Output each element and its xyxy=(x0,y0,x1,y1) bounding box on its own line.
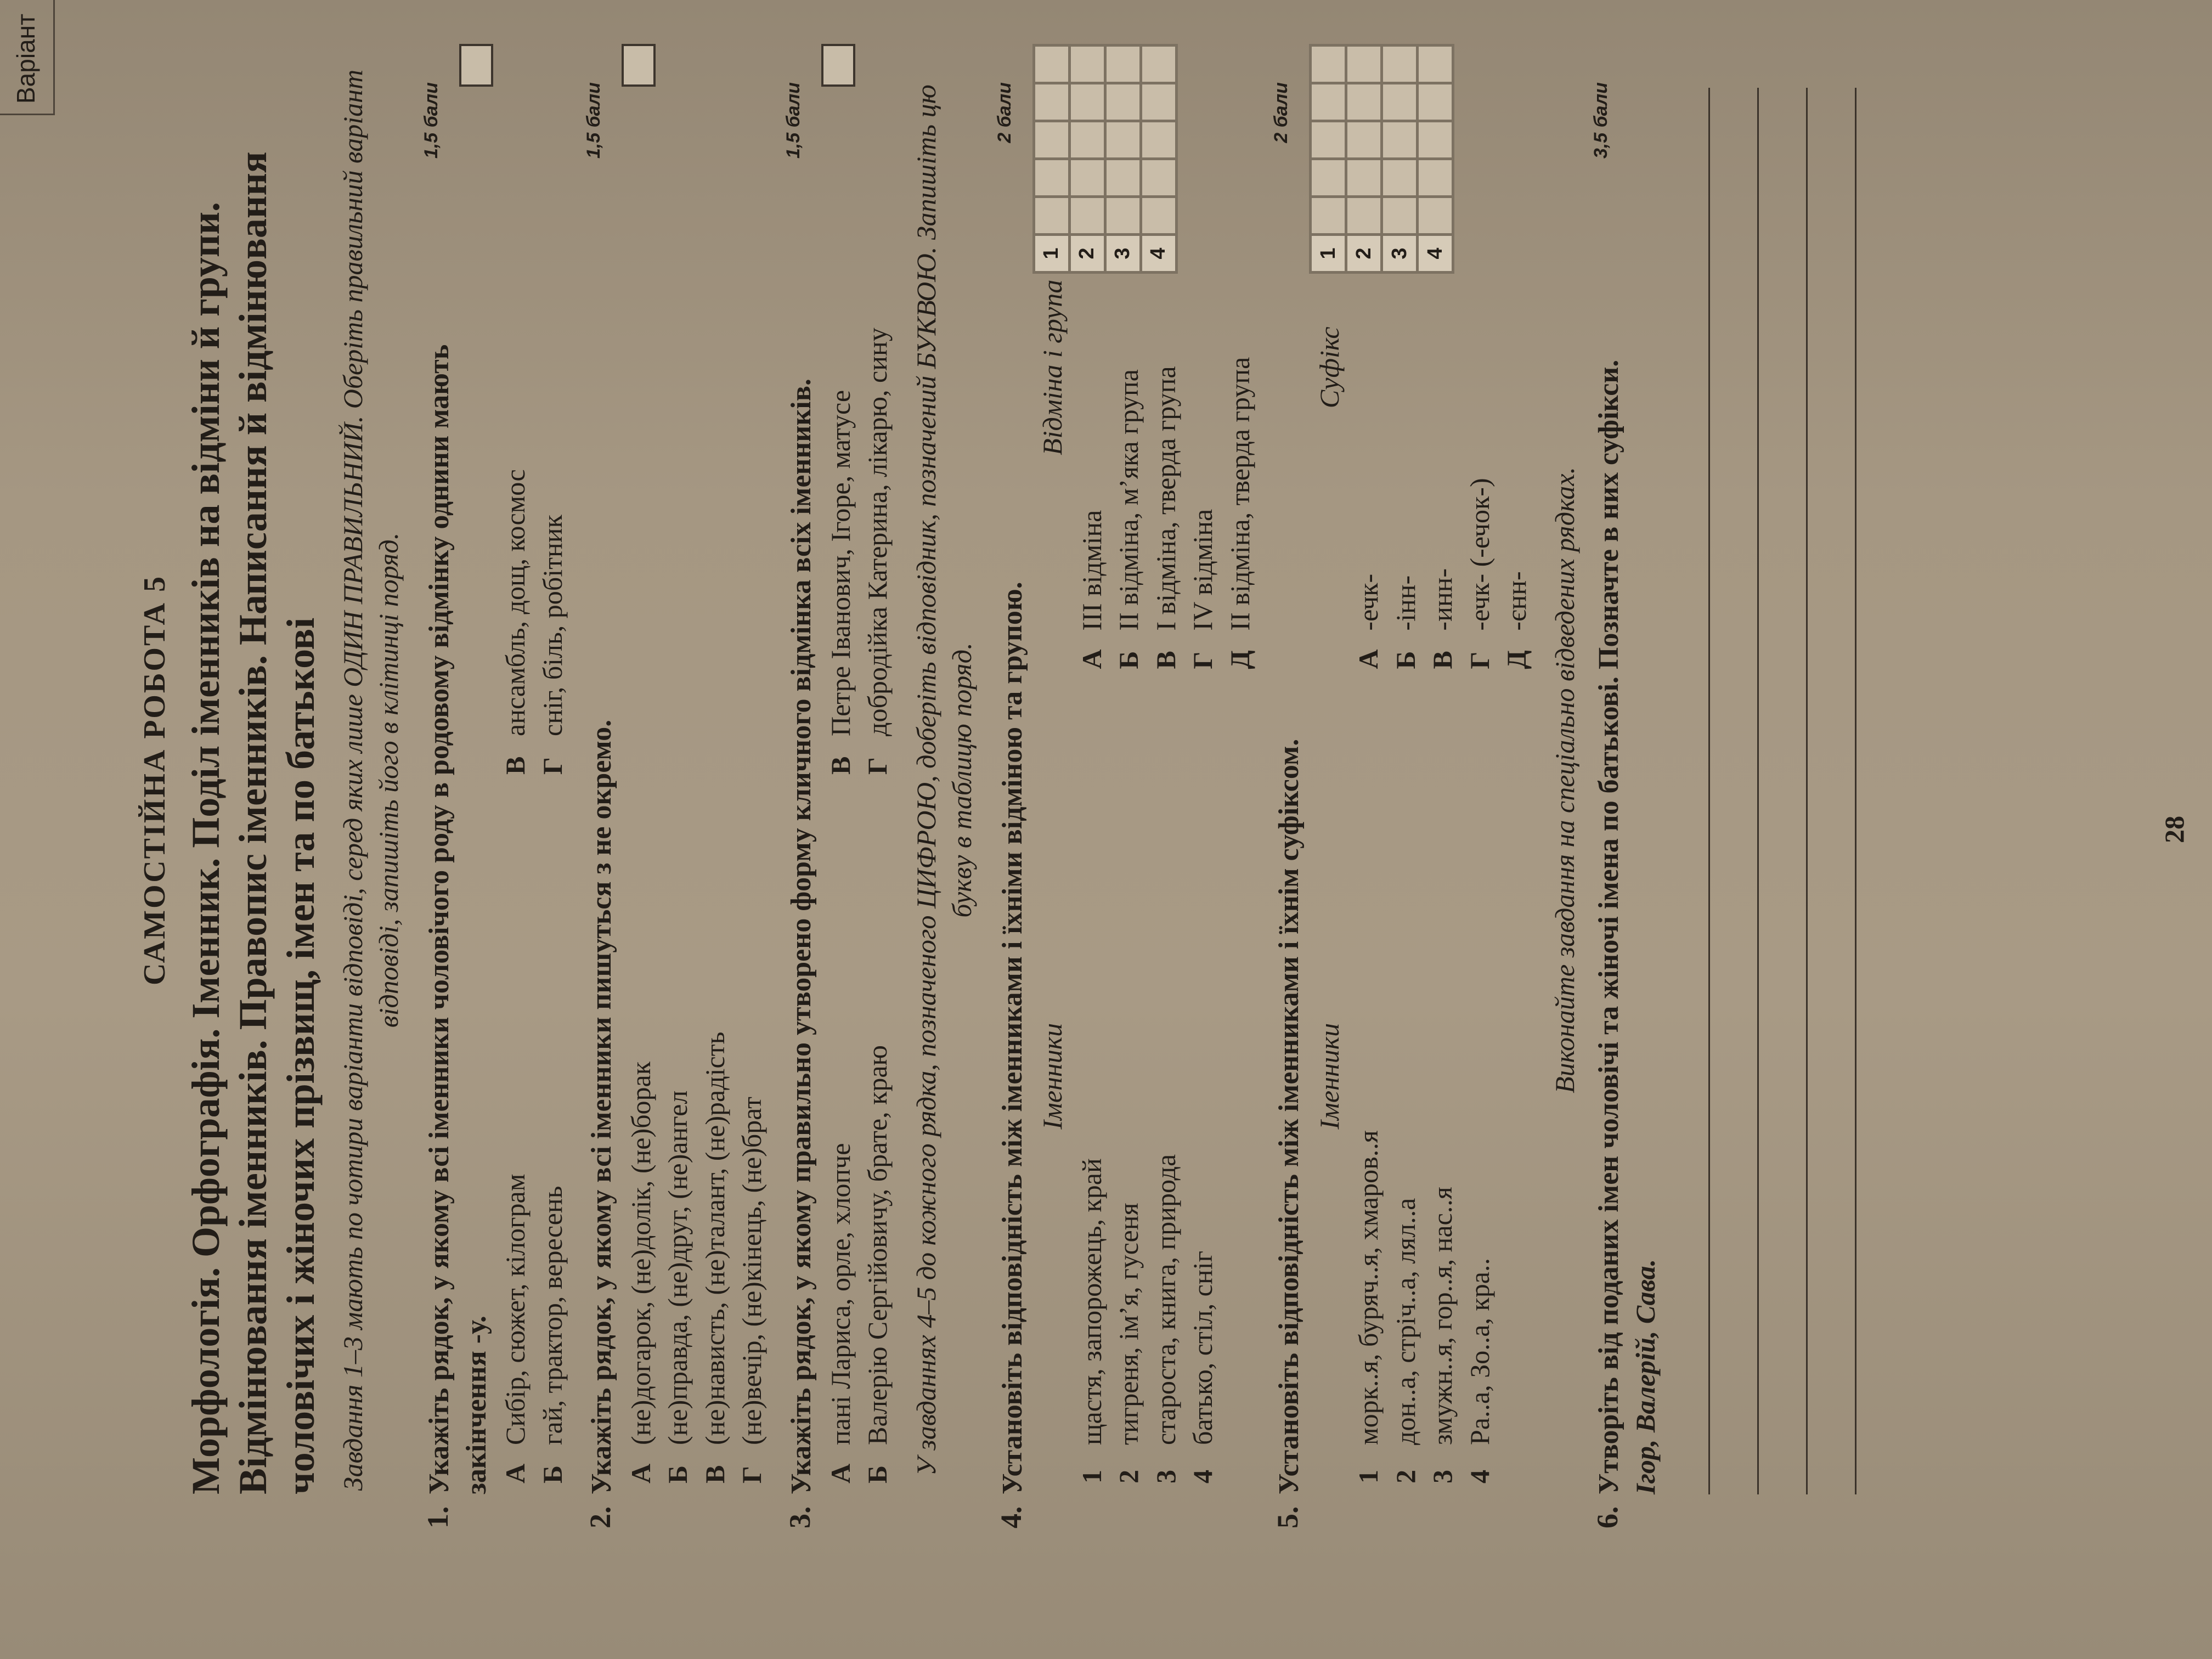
grid-cell[interactable] xyxy=(1141,159,1176,197)
answer-box[interactable] xyxy=(622,44,656,87)
grid-cell[interactable] xyxy=(1034,159,1069,197)
grid-row-number: 3 xyxy=(1382,235,1418,273)
grid-cell[interactable] xyxy=(1382,159,1418,197)
grid-cell[interactable] xyxy=(1311,159,1346,197)
option-letter: Б xyxy=(662,1465,693,1483)
option xyxy=(497,775,534,1483)
item-text: тигреня, ім’я, гусеня xyxy=(1113,1203,1144,1445)
task-options xyxy=(623,66,771,1494)
grid-row-number: 4 xyxy=(1141,235,1176,273)
instructions-tasks-4-5: У завданнях 4–5 до кожного рядка, позначеного ЦИФРОЮ, доберіть відповідник, позначений БУКВОЮ. Запишіть цю букву в таблицю поряд. xyxy=(910,84,977,1476)
option-text: ансамбль, дощ, космос xyxy=(500,469,531,736)
grid-cell[interactable] xyxy=(1069,83,1105,121)
grid-cell[interactable] xyxy=(1141,46,1176,83)
item-letter: Д xyxy=(1224,650,1255,669)
option-text: (не)нависть, (не)талант, (не)радість xyxy=(699,1031,730,1445)
item-letter: Б xyxy=(1113,651,1144,669)
page-header xyxy=(0,0,66,1659)
item-text: -єнн- xyxy=(1501,571,1532,631)
grid-cell[interactable] xyxy=(1034,46,1069,83)
task-points: 1,5 бали xyxy=(421,82,442,159)
grid-cell[interactable] xyxy=(1382,121,1418,159)
option xyxy=(697,66,734,1483)
item-letter: В xyxy=(1427,651,1458,669)
item-number: 4 xyxy=(1464,1470,1495,1483)
grid-cell[interactable] xyxy=(1382,83,1418,121)
matching-columns xyxy=(1034,66,1259,1494)
item-number: 1 xyxy=(1076,1470,1107,1483)
variant-tab: Варіант xyxy=(0,0,55,115)
option-letter: Г xyxy=(736,1466,768,1483)
option xyxy=(534,66,572,775)
task-number: 1. xyxy=(421,1506,455,1528)
item-letter: Г xyxy=(1187,651,1218,669)
left-column-heading: Іменники xyxy=(1037,1023,1068,1130)
right-item xyxy=(1462,66,1499,669)
task-points: 1,5 бали xyxy=(583,82,605,159)
task-number: 5. xyxy=(1271,1506,1305,1528)
task-points: 3,5 бали xyxy=(1590,82,1611,159)
item-letter: Г xyxy=(1464,651,1495,669)
left-item xyxy=(1350,669,1387,1483)
task-number: 3. xyxy=(783,1506,816,1528)
item-text: -инн- xyxy=(1427,568,1458,631)
task-question: Укажіть рядок, у якому всі іменники пишуться з не окремо. xyxy=(586,719,618,1494)
task-number: 6. xyxy=(1590,1506,1624,1528)
grid-cell[interactable] xyxy=(1311,83,1346,121)
option-letter: Г xyxy=(862,757,893,775)
grid-cell[interactable] xyxy=(1069,197,1105,235)
grid-row-number: 2 xyxy=(1346,235,1382,273)
item-number: 2 xyxy=(1390,1470,1421,1483)
task-3 xyxy=(782,66,896,1528)
item-text: змужн..я, гор..я, нас..я xyxy=(1427,1187,1458,1445)
option-text: добродійка Катерина, лікарю, сину xyxy=(862,328,893,736)
item-letter: Д xyxy=(1501,650,1532,669)
option xyxy=(859,775,896,1483)
left-item xyxy=(1148,669,1185,1483)
item-number: 2 xyxy=(1113,1470,1144,1483)
option xyxy=(822,66,860,775)
item-text: ІІІ відміна xyxy=(1076,510,1107,631)
special-lines-note: Виконайте завдання на спеціально відведених рядках. xyxy=(1549,467,1580,1093)
item-text: батько, стіл, сніг xyxy=(1187,1251,1218,1445)
item-text: ІІ відміна, тверда група xyxy=(1224,357,1255,631)
grid-cell[interactable] xyxy=(1418,159,1453,197)
task-points: 2 бали xyxy=(1271,82,1292,143)
item-number: 4 xyxy=(1187,1470,1218,1483)
item-letter: А xyxy=(1353,649,1384,669)
item-number: 3 xyxy=(1427,1470,1458,1483)
item-letter: В xyxy=(1150,651,1181,669)
item-text: морк..я, буряч..я, хмаров..я xyxy=(1353,1130,1384,1445)
option-text: Петре Іванович, Ігоре, матусе xyxy=(825,390,856,736)
left-item xyxy=(1110,669,1148,1483)
right-item xyxy=(1184,66,1222,669)
option-letter: В xyxy=(825,756,856,775)
option xyxy=(534,775,572,1483)
task-options xyxy=(822,66,896,1494)
item-text: І відміна, тверда група xyxy=(1150,366,1181,631)
option xyxy=(623,66,660,1483)
task-1 xyxy=(421,66,571,1528)
grid-cell[interactable] xyxy=(1382,197,1418,235)
task-6 xyxy=(1590,66,1857,1528)
option-letter: А xyxy=(825,1463,856,1483)
grid-cell[interactable] xyxy=(1311,197,1346,235)
grid-cell[interactable] xyxy=(1418,197,1453,235)
option-text: (не)догарок, (не)долік, (не)борак xyxy=(625,1061,656,1445)
option xyxy=(822,775,860,1483)
grid-cell[interactable] xyxy=(1382,46,1418,83)
option-letter: В xyxy=(699,1465,730,1483)
grid-cell[interactable] xyxy=(1034,197,1069,235)
answer-grid xyxy=(1032,44,1178,274)
left-item xyxy=(1074,669,1111,1483)
option-letter: А xyxy=(500,1463,531,1483)
right-item xyxy=(1222,66,1259,669)
item-text: IV відміна xyxy=(1187,509,1218,631)
option-letter: Г xyxy=(537,757,568,775)
grid-cell[interactable] xyxy=(1141,83,1176,121)
left-item xyxy=(1462,669,1499,1483)
task-question: Установіть відповідність між іменниками і їхнім суфіксом. xyxy=(1273,738,1305,1494)
page-number: 28 xyxy=(2159,816,2190,843)
grid-cell[interactable] xyxy=(1418,121,1453,159)
grid-cell[interactable] xyxy=(1418,46,1453,83)
grid-cell[interactable] xyxy=(1105,197,1141,235)
option-text: гай, трактор, вересень xyxy=(537,1186,568,1445)
option-text: сніг, біль, робітник xyxy=(537,515,568,736)
grid-cell[interactable] xyxy=(1346,121,1382,159)
answer-box[interactable] xyxy=(821,44,855,87)
item-text: Ра..а, Зо..а, кра.. xyxy=(1464,1258,1495,1445)
grid-cell[interactable] xyxy=(1105,46,1141,83)
item-text: ІІ відміна, м’яка група xyxy=(1113,369,1144,631)
grid-cell[interactable] xyxy=(1069,121,1105,159)
task-question: Укажіть рядок, у якому всі іменники чоловічого роду в родовому відмінку однини мають закінчення -у. xyxy=(424,344,492,1494)
left-item xyxy=(1184,669,1222,1483)
item-letter: А xyxy=(1076,649,1107,669)
grid-cell[interactable] xyxy=(1311,46,1346,83)
grid-cell[interactable] xyxy=(1105,159,1141,197)
option-text: (не)правда, (не)друг, (не)ангел xyxy=(662,1090,693,1445)
task-number: 4. xyxy=(994,1506,1028,1528)
item-text: староста, книга, природа xyxy=(1150,1154,1181,1445)
grid-cell[interactable] xyxy=(1034,121,1069,159)
grid-cell[interactable] xyxy=(1069,159,1105,197)
grid-row-number: 4 xyxy=(1418,235,1453,273)
task-points: 2 бали xyxy=(994,82,1015,143)
grid-cell[interactable] xyxy=(1346,197,1382,235)
left-column xyxy=(1034,669,1259,1483)
grid-cell[interactable] xyxy=(1069,46,1105,83)
item-number: 1 xyxy=(1353,1470,1384,1483)
topic-title: Морфологія. Орфографія. Іменник. Поділ іменників на відміни й групи. Відмінювання іменників. Правопис іменників. Написання й відмінювання чоловічих і жіночих прізвищ, імен та по батькові xyxy=(184,151,323,1494)
option-text: Валерію Сергійовичу, брате, краю xyxy=(862,1045,893,1445)
task-4 xyxy=(994,66,1259,1528)
item-text: щастя, запорожець, край xyxy=(1076,1158,1107,1445)
option-letter: В xyxy=(500,756,531,775)
option-letter: А xyxy=(625,1463,656,1483)
right-column-heading: Відміна і група xyxy=(1037,279,1068,455)
item-text: -інн- xyxy=(1390,575,1421,631)
option-text: (не)вечір, (не)кінець, (не)брат xyxy=(736,1097,768,1445)
work-title: САМОСТІЙНА РОБОТА 5 xyxy=(138,575,172,985)
answer-line[interactable] xyxy=(1759,88,1808,1494)
grid-row-number: 1 xyxy=(1034,235,1069,273)
grid-cell[interactable] xyxy=(1418,83,1453,121)
option xyxy=(659,66,697,1483)
answer-box[interactable] xyxy=(459,44,493,87)
left-item xyxy=(1424,669,1462,1483)
grid-cell[interactable] xyxy=(1346,46,1382,83)
right-item xyxy=(1498,66,1536,669)
grid-cell[interactable] xyxy=(1311,121,1346,159)
grid-cell[interactable] xyxy=(1105,83,1141,121)
task-points: 1,5 бали xyxy=(782,82,804,159)
answer-grid xyxy=(1309,44,1454,274)
task-question: Установіть відповідність між іменниками і їхніми відміною та групою. xyxy=(996,582,1028,1494)
task-2 xyxy=(583,66,771,1528)
right-column-heading: Суфікс xyxy=(1313,326,1345,409)
grid-row-number: 2 xyxy=(1069,235,1105,273)
grid-cell[interactable] xyxy=(1105,121,1141,159)
grid-cell[interactable] xyxy=(1034,83,1069,121)
grid-cell[interactable] xyxy=(1141,197,1176,235)
task-options xyxy=(497,66,571,1494)
task-5 xyxy=(1271,66,1536,1528)
answer-line[interactable] xyxy=(1710,88,1759,1494)
task-question: Укажіть рядок, у якому правильно утворено форму кличного відмінка всіх іменників. xyxy=(785,379,817,1494)
grid-cell[interactable] xyxy=(1346,83,1382,121)
item-text: -ечк- xyxy=(1353,573,1384,631)
left-column-heading: Іменники xyxy=(1313,1023,1345,1130)
grid-row-number: 1 xyxy=(1311,235,1346,273)
option-letter: Б xyxy=(537,1465,568,1483)
left-column xyxy=(1311,669,1536,1483)
answer-line[interactable] xyxy=(1808,88,1857,1494)
grid-cell[interactable] xyxy=(1346,159,1382,197)
item-text: дон..а, стріч..а, лял..а xyxy=(1390,1198,1421,1445)
grid-cell[interactable] xyxy=(1141,121,1176,159)
item-text: -ечк- (-ечок-) xyxy=(1464,478,1495,631)
instructions-tasks-1-3: Завдання 1–3 мають по чотири варіанти відповіді, серед яких лише ОДИН ПРАВИЛЬНИЙ. Оберіть правильний варіант відповіді, запишіть його в клітинці поряд. xyxy=(337,69,404,1491)
given-names: Ігор, Валерій, Сава. xyxy=(1630,1259,1661,1494)
left-item xyxy=(1387,669,1425,1483)
option xyxy=(859,66,896,775)
grid-row-number: 3 xyxy=(1105,235,1141,273)
option-text: пані Лариса, орле, хлопче xyxy=(825,1143,856,1445)
option-letter: Б xyxy=(862,1465,893,1483)
task-number: 2. xyxy=(584,1506,617,1528)
option-text: Сибір, сюжет, кілограм xyxy=(500,1173,531,1445)
matching-columns xyxy=(1311,66,1536,1494)
answer-line[interactable] xyxy=(1661,88,1710,1494)
item-letter: Б xyxy=(1390,651,1421,669)
option xyxy=(733,66,771,1483)
option xyxy=(497,66,534,775)
item-number: 3 xyxy=(1150,1470,1181,1483)
task-question: Утворіть від поданих імен чоловічі та жіночі імена по батькові. Позначте в них суфікси. xyxy=(1593,359,1624,1494)
